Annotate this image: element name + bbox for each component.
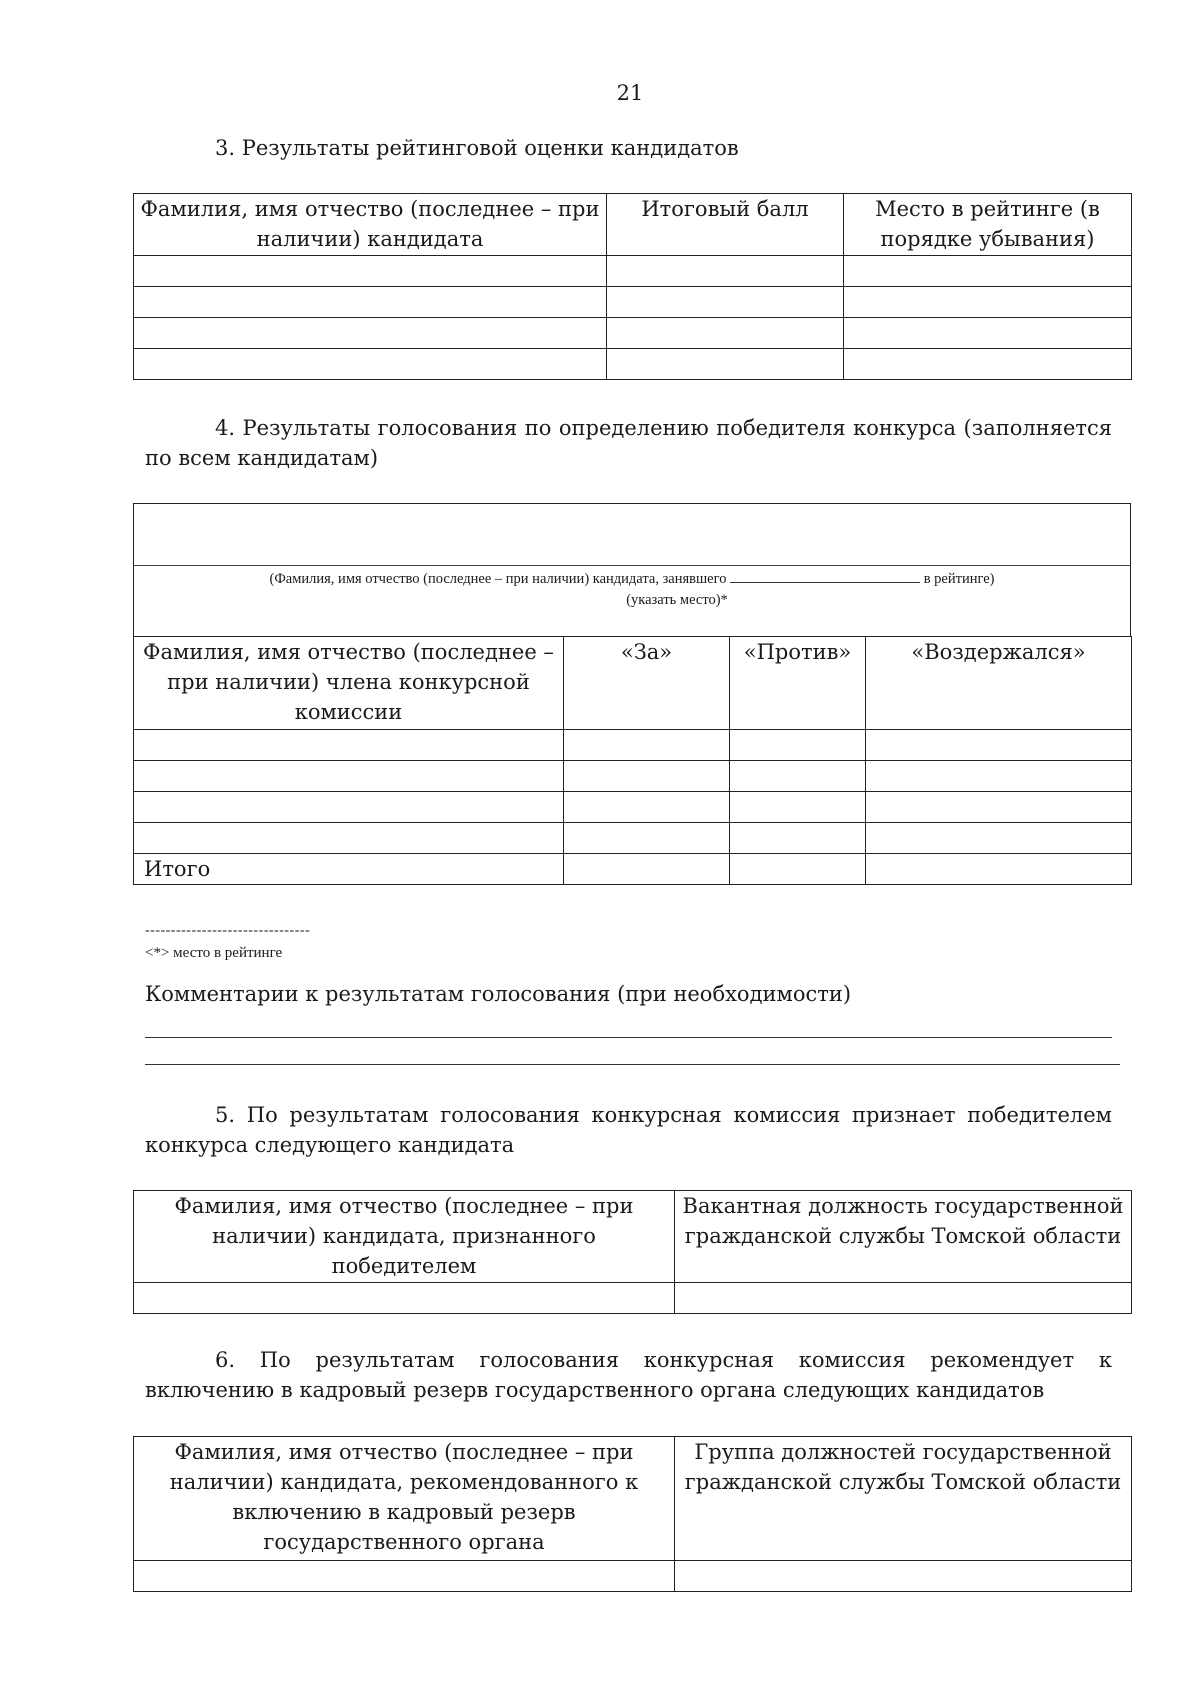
col-header-recommended-name: Фамилия, имя отчество (последнее – при наличии) кандидата, рекомендованного к включению в кадровый резерв государственного органа (134, 1437, 675, 1561)
voting-table (133, 636, 1132, 885)
table-cell[interactable] (134, 792, 564, 823)
reserve-table (133, 1436, 1132, 1592)
table-cell[interactable] (134, 761, 564, 792)
section-4-heading: 4. Результаты голосования по определению победителя конкурса (заполняется по всем кандидатам) (145, 416, 1112, 470)
table-cell[interactable] (134, 823, 564, 854)
total-label: Итого (134, 854, 564, 885)
table-header-row (134, 637, 1132, 730)
table-cell[interactable] (675, 1561, 1132, 1592)
table-cell[interactable] (675, 1283, 1132, 1314)
table-cell[interactable] (866, 854, 1132, 885)
table-cell[interactable] (607, 287, 844, 318)
table-row (134, 761, 1132, 792)
table-cell[interactable] (844, 287, 1132, 318)
table-cell[interactable] (866, 792, 1132, 823)
table-cell[interactable] (564, 854, 730, 885)
col-header-position-group: Группа должностей государственной гражданской службы Томской области (675, 1437, 1132, 1561)
table-header-row (134, 1191, 1132, 1283)
table-header-row (134, 194, 1132, 256)
table-cell[interactable] (730, 730, 866, 761)
candidate-place-box (133, 503, 1131, 637)
table-cell[interactable] (564, 730, 730, 761)
place-blank-field[interactable] (730, 568, 920, 583)
table-cell[interactable] (607, 349, 844, 380)
table-row (134, 287, 1132, 318)
table-cell[interactable] (134, 349, 607, 380)
col-header-total-score: Итоговый балл (607, 194, 844, 256)
table-row (134, 318, 1132, 349)
table-cell[interactable] (866, 761, 1132, 792)
table-cell[interactable] (134, 1283, 675, 1314)
table-cell[interactable] (134, 730, 564, 761)
table-cell[interactable] (844, 318, 1132, 349)
table-cell[interactable] (134, 287, 607, 318)
table-cell[interactable] (607, 318, 844, 349)
col-header-vacant-position: Вакантная должность государственной гражданской службы Томской области (675, 1191, 1132, 1283)
place-hint: (указать место)* (626, 592, 728, 608)
table-cell[interactable] (564, 761, 730, 792)
page-number: 21 (616, 81, 644, 105)
col-header-against: «Против» (730, 637, 866, 730)
table-cell[interactable] (844, 349, 1132, 380)
col-header-for: «За» (564, 637, 730, 730)
table-row (134, 1561, 1132, 1592)
table-cell[interactable] (564, 792, 730, 823)
table-row (134, 792, 1132, 823)
candidate-place-caption (134, 568, 1130, 589)
col-header-rank: Место в рейтинге (в порядке убывания) (844, 194, 1132, 256)
table-row (134, 823, 1132, 854)
table-cell[interactable] (730, 823, 866, 854)
section-5-heading: 5. По результатам голосования конкурсная комиссия признает победителем конкурса следующего кандидата (145, 1103, 1112, 1157)
caption-text-after: в рейтинге) (923, 571, 995, 587)
table-cell[interactable] (730, 761, 866, 792)
divider (134, 565, 1130, 566)
col-header-candidate-name: Фамилия, имя отчество (последнее – при наличии) кандидата (134, 194, 607, 256)
table-row (134, 349, 1132, 380)
rating-table (133, 193, 1132, 380)
comments-line-1[interactable] (145, 1037, 1112, 1038)
table-cell[interactable] (134, 1561, 675, 1592)
col-header-abstained: «Воздержался» (866, 637, 1132, 730)
table-cell[interactable] (134, 318, 607, 349)
footnote-text: <*> место в рейтинге (145, 945, 283, 961)
table-cell[interactable] (844, 256, 1132, 287)
table-row (134, 256, 1132, 287)
table-header-row (134, 1437, 1132, 1561)
total-row (134, 854, 1132, 885)
table-cell[interactable] (564, 823, 730, 854)
col-header-member-name: Фамилия, имя отчество (последнее – при наличии) члена конкурсной комиссии (134, 637, 564, 730)
footnote-separator: -------------------------------- (145, 923, 311, 938)
section-6-heading: 6. По результатам голосования конкурсная комиссия рекомендует к включению в кадровый резерв государственного органа следующих кандидатов (145, 1348, 1112, 1402)
table-cell[interactable] (607, 256, 844, 287)
table-cell[interactable] (866, 730, 1132, 761)
comments-label: Комментарии к результатам голосования (при необходимости) (145, 982, 852, 1006)
winner-table (133, 1190, 1132, 1314)
section-3-heading: 3. Результаты рейтинговой оценки кандидатов (215, 136, 739, 160)
table-row (134, 1283, 1132, 1314)
table-cell[interactable] (134, 256, 607, 287)
table-cell[interactable] (730, 854, 866, 885)
table-cell[interactable] (866, 823, 1132, 854)
col-header-winner-name: Фамилия, имя отчество (последнее – при наличии) кандидата, признанного победителем (134, 1191, 675, 1283)
comments-line-2[interactable] (145, 1064, 1120, 1065)
table-cell[interactable] (730, 792, 866, 823)
caption-text-before: (Фамилия, имя отчество (последнее – при наличии) кандидата, занявшего (269, 571, 727, 587)
table-row (134, 730, 1132, 761)
